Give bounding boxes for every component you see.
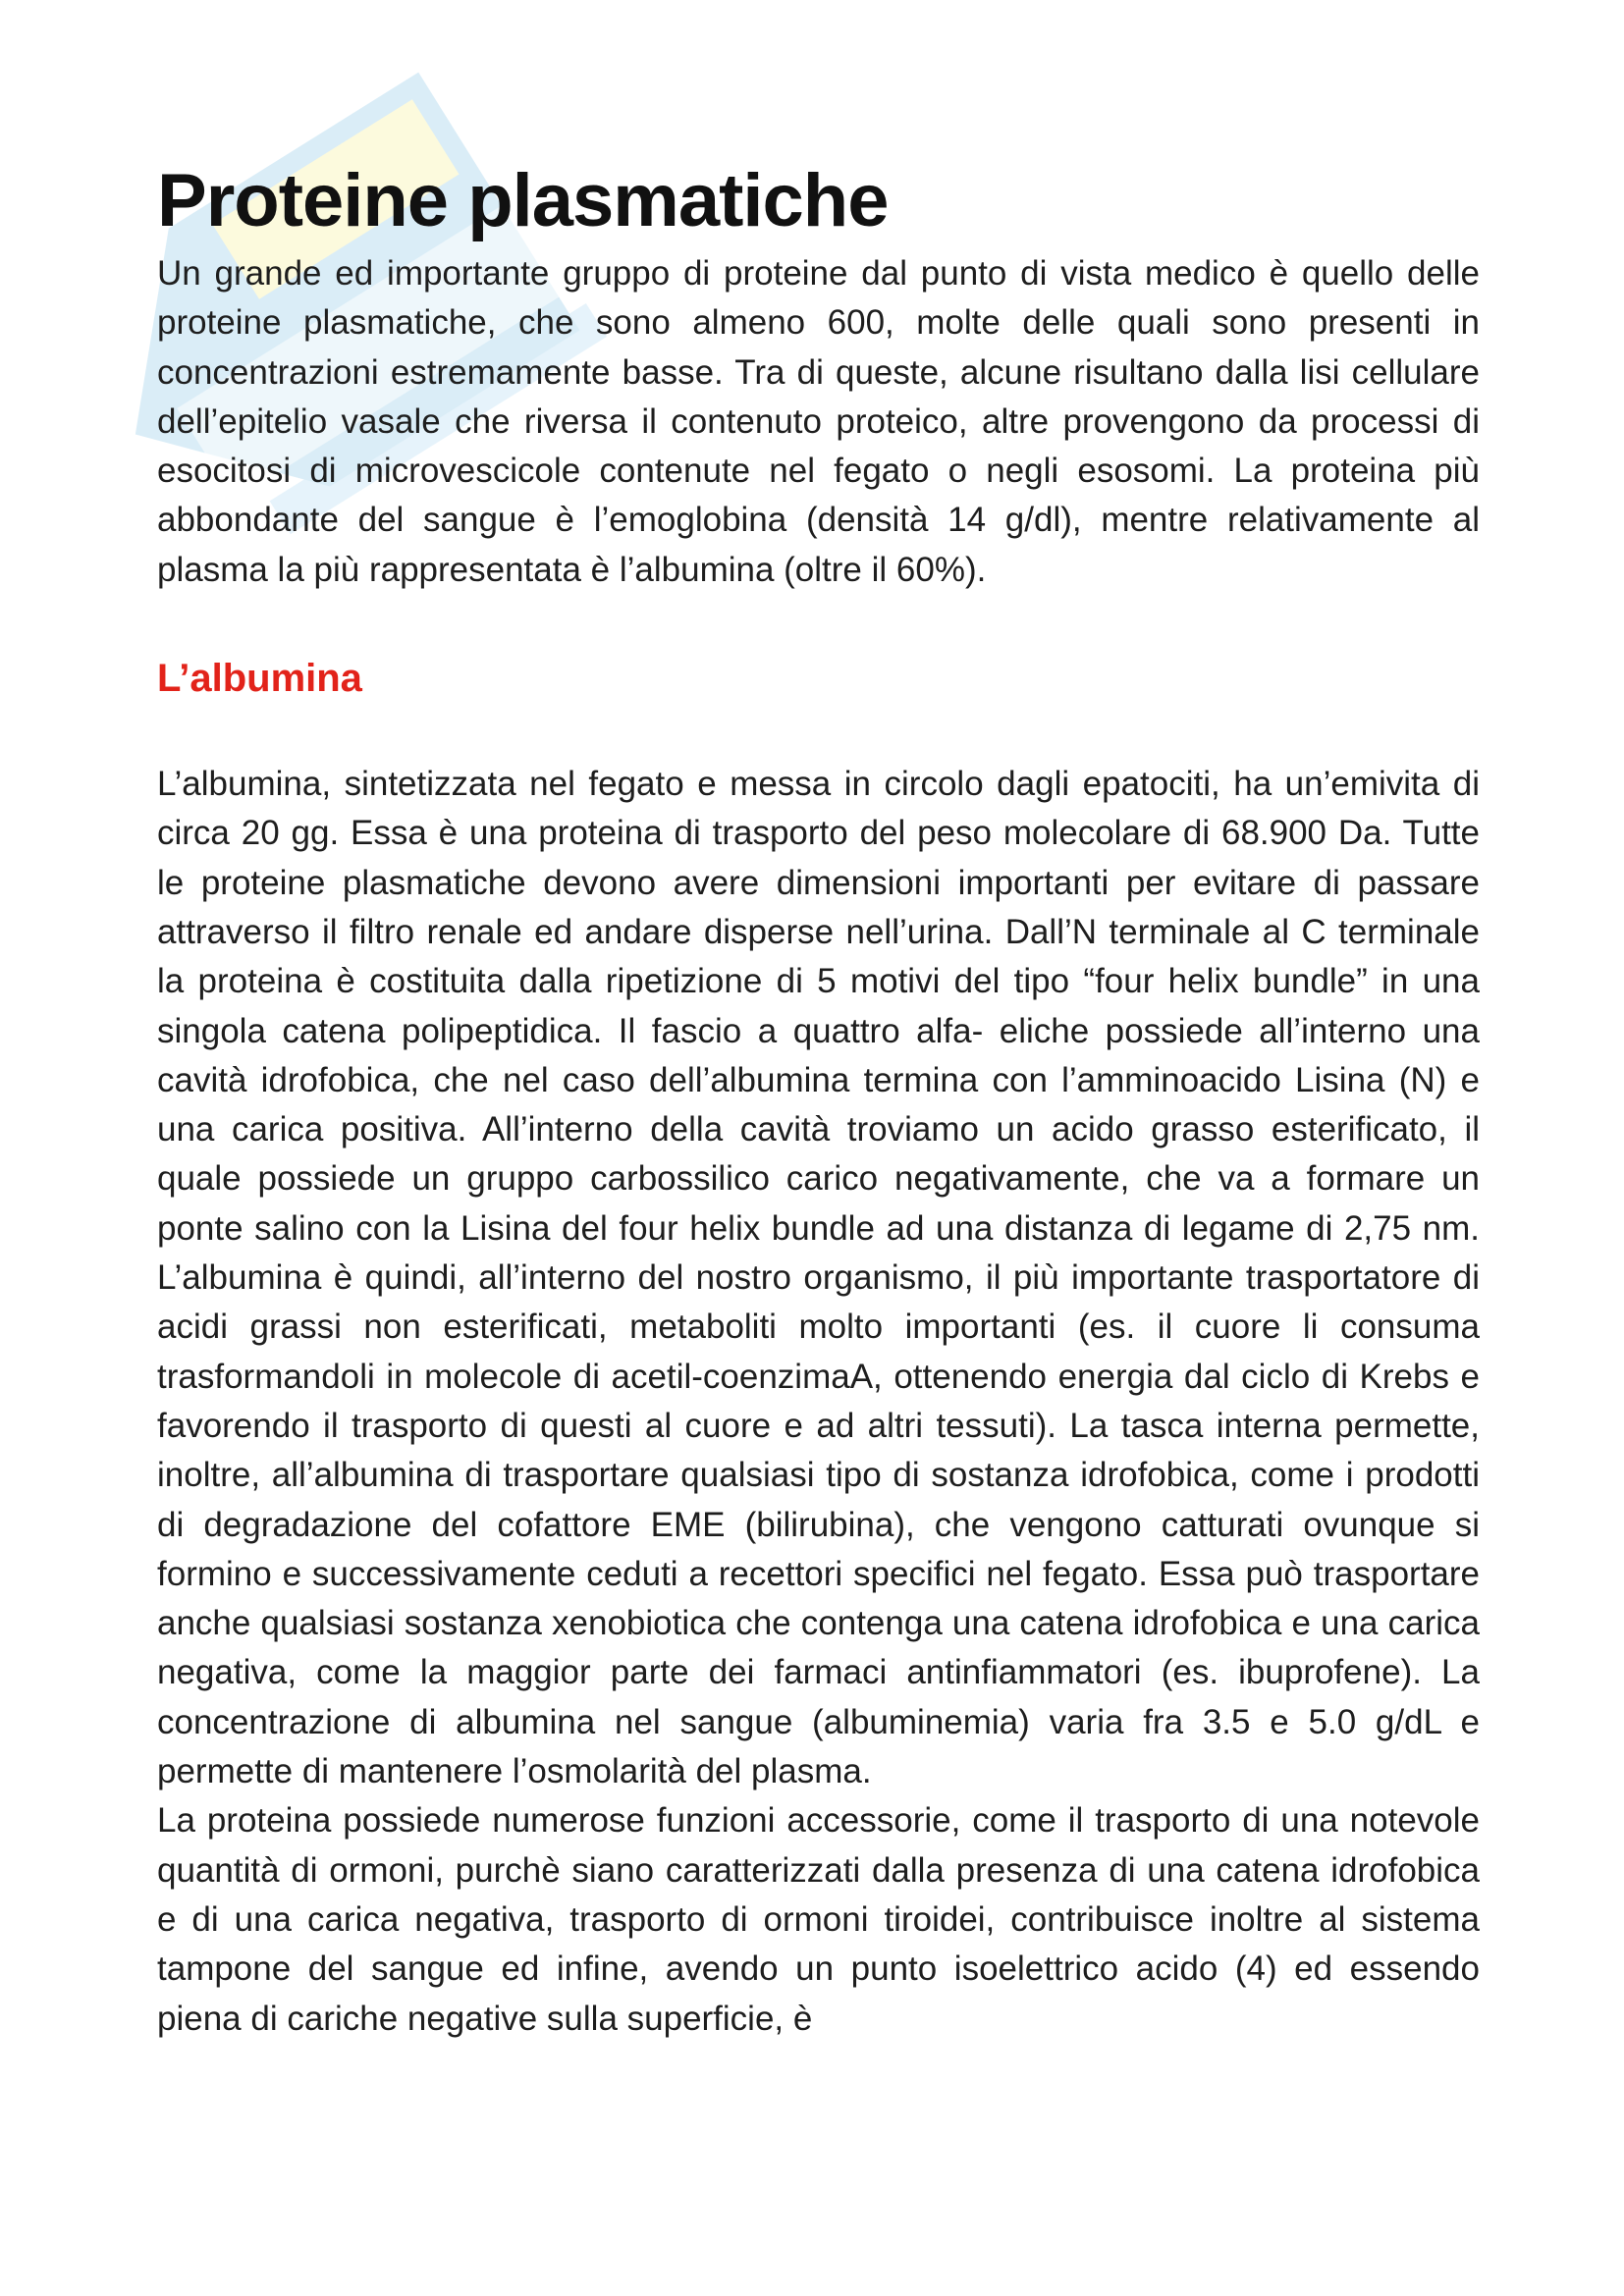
intro-paragraph: Un grande ed importante gruppo di proteine dal punto di vista medico è quello delle proteine plasmatiche, che sono almeno 600, molte delle quali sono presenti in concentrazioni estremamente basse. Tra di queste, alcune risultano dalla lisi cellulare dell’epitelio vasale che riversa il contenuto proteico, altre provengono da processi di esocitosi di microvescicole contenute nel fegato o negli esosomi. La proteina più abbondante del sangue è l’emoglobina (densità 14 g/dl), mentre relativamente al plasma la più rappresentata è l’albumina (oltre il 60%).: [157, 254, 1480, 589]
body-paragraph-2: La proteina possiede numerose funzioni accessorie, come il trasporto di una notevole quantità di ormoni, purchè siano caratterizzati dalla presenza di una catena idrofobica e di una carica negativa, trasporto di ormoni tiroidei, contribuisce inoltre al sistema tampone del sangue ed infine, avendo un punto isoelettrico acido (4) ed essendo piena di cariche negative sulla superficie, è: [157, 1801, 1480, 2038]
document-page: [157, 157, 1480, 2044]
body-paragraph-1: L’albumina, sintetizzata nel fegato e messa in circolo dagli epatociti, ha un’emivita di circa 20 gg. Essa è una proteina di trasporto del peso molecolare di 68.900 Da. Tutte le proteine plasmatiche devono avere dimensioni importanti per evitare di passare attraverso il filtro renale ed andare disperse nell’urina. Dall’N terminale al C terminale la proteina è costituita dalla ripetizione di 5 motivi del tipo “four helix bundle” in una singola catena polipeptidica. Il fascio a quattro alfa- eliche possiede all’interno una cavità idrofobica, che nel caso dell’albumina termina con l’amminoacido Lisina (N) e una carica positiva. All’interno della cavità troviamo un acido grasso esterificato, il quale possiede un gruppo carbossilico carico negativamente, che va a formare un ponte salino con la Lisina del four helix bundle ad una distanza di legame di 2,75 nm. L’albumina è quindi, all’interno del nostro organismo, il più importante trasportatore di acidi grassi non esterificati, metaboliti molto importanti (es. il cuore li consuma trasformandoli in molecole di acetil-coenzimaA, ottenendo energia dal ciclo di Krebs e favorendo il trasporto di questi al cuore e ad altri tessuti). La tasca interna permette, inoltre, all’albumina di trasportare qualsiasi tipo di sostanza idrofobica, come i prodotti di degradazione del cofattore EME (bilirubina), che vengono catturati ovunque si formino e successivamente ceduti a recettori specifici nel fegato. Essa può trasportare anche qualsiasi sostanza xenobiotica che contenga una catena idrofobica e una carica negativa, come la maggior parte dei farmaci antinfiammatori (es. ibuprofene). La concentrazione di albumina nel sangue (albuminemia) varia fra 3.5 e 5.0 g/dL e permette di mantenere l’osmolarità del plasma.: [157, 765, 1480, 1791]
page-title: Proteine plasmatiche: [157, 159, 889, 242]
section-heading: L’albumina: [157, 657, 362, 701]
